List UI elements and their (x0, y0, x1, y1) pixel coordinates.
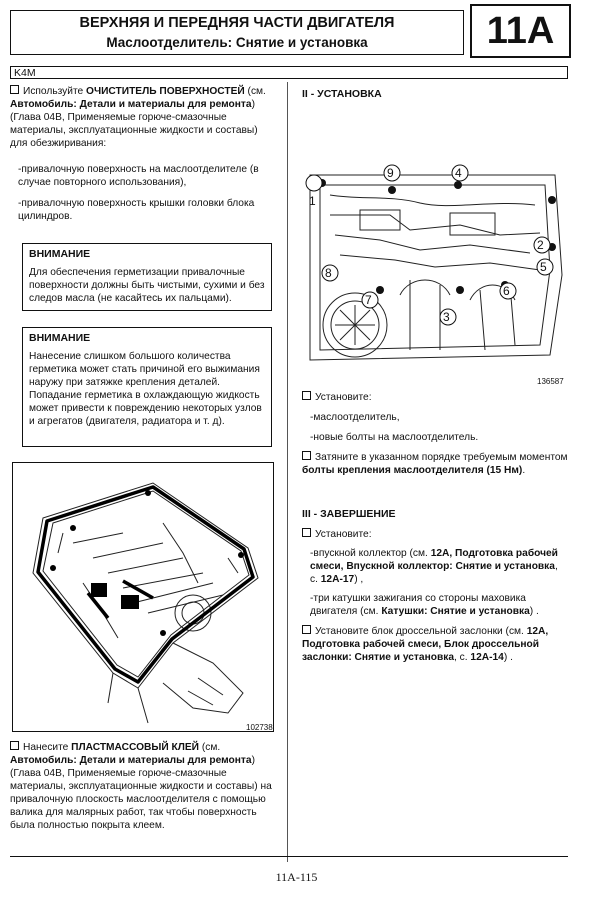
fig-label: 6 (503, 284, 510, 298)
header-box (10, 10, 464, 55)
column-divider (287, 82, 288, 862)
section-heading: II - УСТАНОВКА (302, 88, 382, 100)
cleaner-paragraph: Используйте ОЧИСТИТЕЛЬ ПОВЕРХНОСТЕЙ (см. Автомобиль: Детали и материалы для ремонта) (Глава 04B, Применяемые горюче-смазочные материалы, эксплуатационные жидкости и составы) для обезжиривания: (10, 86, 266, 149)
fig-label: 3 (443, 310, 450, 324)
checkbox-icon (10, 85, 19, 94)
checkbox-icon (302, 451, 311, 460)
fig-label: 5 (540, 260, 547, 274)
warning-box (22, 243, 272, 311)
list-item: -маслоотделитель, (310, 412, 400, 423)
section-heading: III - ЗАВЕРШЕНИЕ (302, 508, 396, 520)
fig-label: 8 (325, 266, 332, 280)
checkbox-icon (10, 741, 19, 750)
sealant-figure (12, 462, 274, 732)
fig-label: 2 (537, 238, 544, 252)
install-step: Установите: (302, 391, 568, 404)
adhesive-paragraph: Нанесите ПЛАСТМАССОВЫЙ КЛЕЙ (см. Автомобиль: Детали и материалы для ремонта) (Глава 04B, Применяемые горюче-смазочные материалы, эксплуатационные жидкости и составы) на привалочную плоскость маслоотделителя с помощью валика для малярных работ, так чтобы поверхность была полностью покрыта клеем. (10, 742, 272, 831)
checkbox-icon (302, 391, 311, 400)
checkbox-icon (302, 528, 311, 537)
warning-title: ВНИМАНИЕ (29, 332, 91, 344)
fig-label: 7 (365, 293, 372, 307)
page-title: ВЕРХНЯЯ И ПЕРЕДНЯЯ ЧАСТИ ДВИГАТЕЛЯ (79, 15, 395, 31)
section-badge: 11A (470, 4, 571, 58)
list-item: -привалочную поверхность крышки головки блока цилиндров. (18, 198, 255, 222)
checkbox-icon (302, 625, 311, 634)
throttle-step: Установите блок дроссельной заслонки (см. 12A, Подготовка рабочей смеси, Блок дроссельной заслонки: Снятие и установка, с. 12A-14) . (302, 626, 549, 663)
page-number: 11A-115 (275, 870, 318, 884)
install-step: Установите: (302, 528, 568, 541)
fig-label: 1 (309, 194, 316, 208)
oil-separator-drawing (13, 463, 273, 731)
figure-number: 102738 (246, 723, 273, 732)
list-item: -новые болты на маслоотделитель. (310, 432, 479, 443)
footer-rule (10, 856, 568, 857)
warning-text: Нанесение слишком большого количества герметика может стать причиной его выжимания наружу при затяжке крепления деталей. Попадание герметика в охлаждающую жидкость может привести к повреждению некоторых узлов и агрегатов (двигателя, радиатора и т. д). (29, 351, 262, 427)
list-item: -впускной коллектор (см. 12A, Подготовка рабочей смеси, Впускной коллектор: Снятие и установка, с. 12A-17) , (310, 548, 558, 585)
fig-label: 4 (455, 166, 462, 180)
figure-number: 136587 (537, 377, 564, 386)
list-item: -три катушки зажигания со стороны маховика двигателя (см. Катушки: Снятие и установка) . (310, 593, 539, 617)
warning-box (22, 327, 272, 447)
cylinder-head-cover-drawing (300, 155, 568, 375)
page-subtitle: Маслоотделитель: Снятие и установка (106, 35, 368, 50)
tighten-step: Затяните в указанном порядке требуемым моментом болты крепления маслоотделителя (15 Нм). (302, 452, 568, 476)
warning-text: Для обеспечения герметизации привалочные поверхности должны быть чистыми, сухими и без следов масла (не касайтесь их пальцами). (29, 267, 265, 304)
list-item: -привалочную поверхность на маслоотделителе (в случае повторного использования), (18, 164, 259, 188)
tightening-order-figure (300, 155, 568, 375)
model-bar: K4M (10, 66, 568, 79)
warning-title: ВНИМАНИЕ (29, 248, 91, 260)
fig-label: 9 (387, 166, 394, 180)
